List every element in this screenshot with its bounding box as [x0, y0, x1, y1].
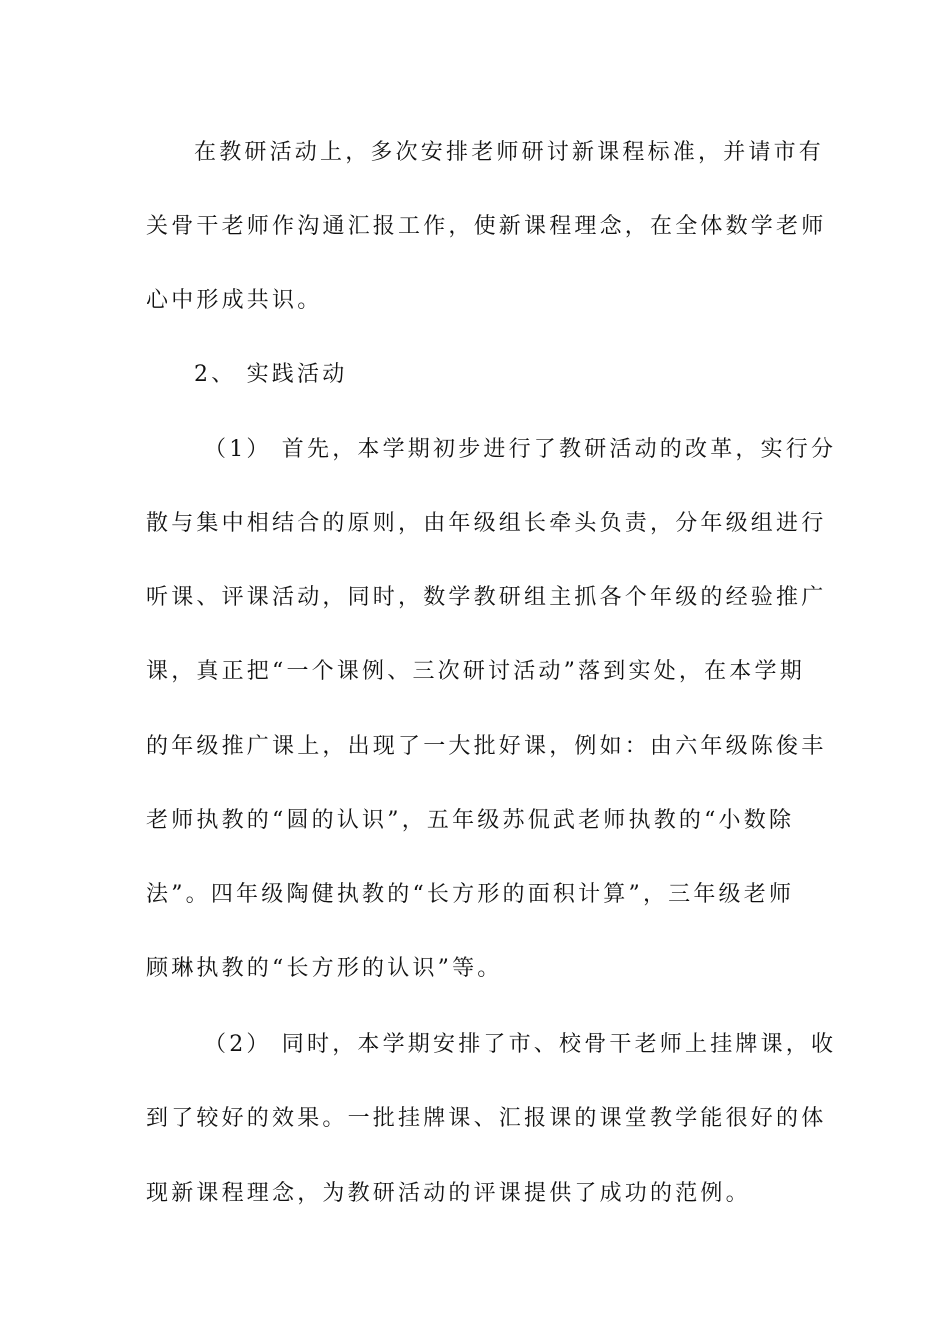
paragraph-3-line-3: 现新课程理念，为教研活动的评课提供了成功的范例。: [146, 1181, 751, 1206]
paragraph-2-line-1: （1） 首先，本学期初步进行了教研活动的改革，实行分: [204, 437, 837, 462]
paragraph-1-line-1: 在教研活动上，多次安排老师研讨新课程标准，并请市有: [194, 140, 825, 165]
paragraph-3-line-1: （2） 同时，本学期安排了市、校骨干老师上挂牌课，收: [204, 1032, 837, 1057]
paragraph-2-line-3: 听课、评课活动，同时，数学教研组主抓各个年级的经验推广: [146, 585, 827, 610]
paragraph-2-line-8: 顾琳执教的“长方形的认识”等。: [146, 956, 503, 981]
paragraph-2-line-6: 老师执教的“圆的认识”，五年级苏侃武老师执教的“小数除: [146, 808, 795, 833]
paragraph-2-line-4: 课，真正把“一个课例、三次研讨活动”落到实处，在本学期: [146, 659, 805, 684]
paragraph-3-line-2: 到了较好的效果。一批挂牌课、汇报课的课堂教学能很好的体: [146, 1106, 827, 1131]
paragraph-2-line-2: 散与集中相结合的原则，由年级组长牵头负责，分年级组进行: [146, 511, 827, 536]
paragraph-2-line-5: 的年级推广课上，出现了一大批好课，例如：由六年级陈俊丰: [146, 734, 827, 759]
section-heading: 2、 实践活动: [194, 362, 348, 387]
paragraph-1-line-2: 关骨干老师作沟通汇报工作，使新课程理念，在全体数学老师: [146, 214, 827, 239]
paragraph-2-line-7: 法”。四年级陶健执教的“长方形的面积计算”，三年级老师: [146, 882, 795, 907]
paragraph-1-line-3: 心中形成共识。: [146, 288, 323, 313]
